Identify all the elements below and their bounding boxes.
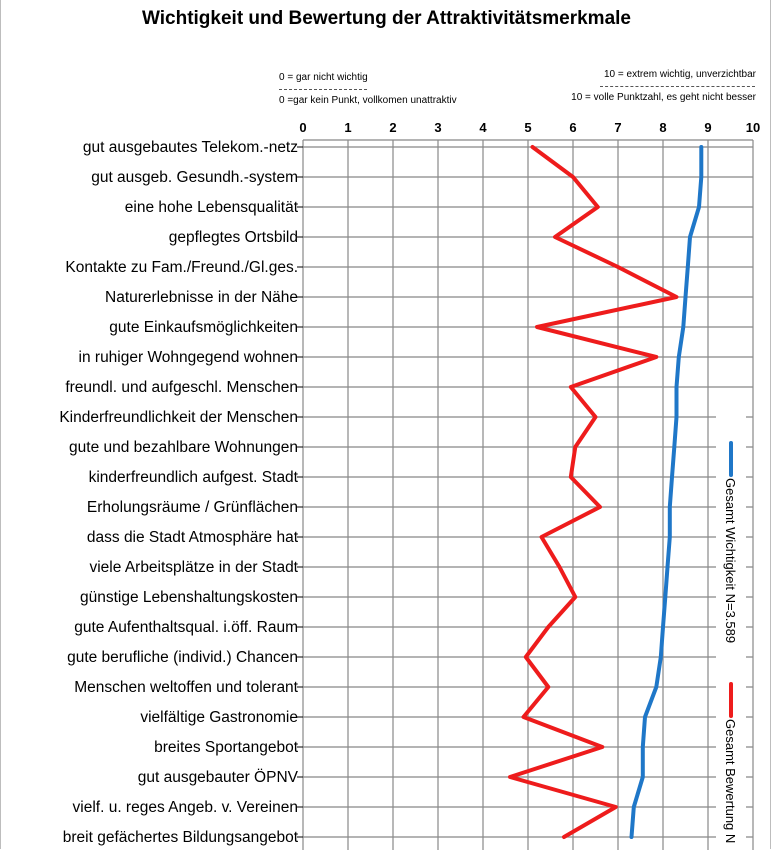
- data-point: [642, 746, 644, 748]
- note-min-rating: 0 =gar kein Punkt, vollkomen unattraktiv: [279, 95, 457, 106]
- category-label: günstige Lebenshaltungskosten: [79, 589, 298, 606]
- data-point: [601, 746, 603, 748]
- data-point: [675, 386, 677, 388]
- chart-title: Wichtigkeit und Bewertung der Attraktivitätsmerkmale: [141, 8, 631, 29]
- data-point: [572, 176, 574, 178]
- data-point: [655, 686, 657, 688]
- category-label: gute berufliche (individ.) Chancen: [67, 649, 298, 666]
- data-point: [536, 326, 538, 328]
- data-point: [594, 416, 596, 418]
- category-label: freundl. und aufgeschl. Menschen: [65, 379, 298, 396]
- data-point: [673, 446, 675, 448]
- category-label: vielfältige Gastronomie: [140, 709, 298, 726]
- note-min-importance: 0 = gar nicht wichtig: [279, 72, 368, 83]
- data-point: [669, 536, 671, 538]
- x-tick-label: 2: [389, 120, 397, 135]
- series-line: [510, 147, 677, 837]
- data-point: [678, 356, 680, 358]
- x-tick-label: 10: [745, 120, 761, 135]
- category-label: gut ausgeb. Gesundh.-system: [91, 169, 298, 186]
- data-point: [615, 806, 617, 808]
- data-point: [666, 566, 668, 568]
- data-point: [554, 236, 556, 238]
- data-point: [684, 296, 686, 298]
- category-label: Menschen weltoffen und tolerant: [74, 679, 298, 696]
- category-label: gut ausgebautes Telekom.-netz: [82, 139, 298, 156]
- data-point: [531, 146, 533, 148]
- category-label: Erholungsräume / Grünflächen: [86, 499, 298, 516]
- x-tick-label: 1: [344, 120, 352, 135]
- x-tick-label: 9: [704, 120, 712, 135]
- category-label: gute Aufenthaltsqual. i.öff. Raum: [74, 619, 298, 636]
- data-point: [698, 206, 700, 208]
- data-point: [669, 506, 671, 508]
- category-label: eine hohe Lebensqualität: [124, 199, 298, 216]
- data-point: [642, 776, 644, 778]
- data-point: [522, 716, 524, 718]
- data-point: [662, 626, 664, 628]
- data-point: [525, 656, 527, 658]
- x-tick-label: 8: [659, 120, 667, 135]
- data-point: [689, 236, 691, 238]
- data-point: [558, 566, 560, 568]
- data-point: [574, 446, 576, 448]
- data-point: [563, 836, 565, 838]
- note-max-importance: 10 = extrem wichtig, unverzichtbar: [603, 69, 756, 80]
- note-max-rating: 10 = volle Punktzahl, es geht nicht besser: [571, 92, 756, 103]
- data-point: [687, 266, 689, 268]
- category-label: breit gefächertes Bildungsangebot: [62, 829, 298, 846]
- category-label: gute und bezahlbare Wohnungen: [69, 439, 298, 456]
- series-line: [632, 147, 702, 837]
- x-tick-label: 4: [479, 120, 487, 135]
- data-point: [682, 326, 684, 328]
- x-tick-label: 3: [434, 120, 442, 135]
- category-label: vielf. u. reges Angeb. v. Vereinen: [72, 799, 298, 816]
- category-label: viele Arbeitsplätze in der Stadt: [89, 559, 298, 576]
- data-point: [540, 536, 542, 538]
- category-label: Kinderfreundlichkeit der Menschen: [59, 409, 298, 426]
- data-point: [570, 386, 572, 388]
- category-label: in ruhiger Wohngegend wohnen: [78, 349, 298, 366]
- x-tick-label: 5: [524, 120, 532, 135]
- x-tick-label: 6: [569, 120, 577, 135]
- category-label: gut ausgebauter ÖPNV: [137, 769, 298, 786]
- data-point: [597, 206, 599, 208]
- data-point: [675, 416, 677, 418]
- category-label: dass die Stadt Atmosphäre hat: [86, 529, 298, 546]
- data-point: [617, 266, 619, 268]
- legend-label: Gesamt Bewertung N: [723, 719, 738, 844]
- category-label: Kontakte zu Fam./Freund./Gl.ges.: [65, 259, 298, 276]
- data-point: [509, 776, 511, 778]
- data-point: [675, 296, 677, 298]
- data-point: [655, 356, 657, 358]
- category-label: breites Sportangebot: [154, 739, 298, 756]
- data-point: [700, 146, 702, 148]
- x-tick-label: 0: [299, 120, 307, 135]
- data-point: [570, 476, 572, 478]
- legend-label: Gesamt Wichtigkeit N=3.589: [723, 478, 738, 644]
- data-point: [660, 656, 662, 658]
- data-point: [599, 506, 601, 508]
- category-label: gute Einkaufsmöglichkeiten: [109, 319, 298, 336]
- x-tick-label: 7: [614, 120, 622, 135]
- data-point: [574, 596, 576, 598]
- data-point: [633, 806, 635, 808]
- data-point: [664, 596, 666, 598]
- category-label: Naturerlebnisse in der Nähe: [105, 289, 298, 306]
- data-point: [547, 626, 549, 628]
- category-label: gepflegtes Ortsbild: [168, 229, 298, 246]
- category-label: kinderfreundlich aufgest. Stadt: [88, 469, 298, 486]
- data-point: [644, 716, 646, 718]
- data-point: [671, 476, 673, 478]
- data-point: [547, 686, 549, 688]
- data-point: [700, 176, 702, 178]
- data-point: [630, 836, 632, 838]
